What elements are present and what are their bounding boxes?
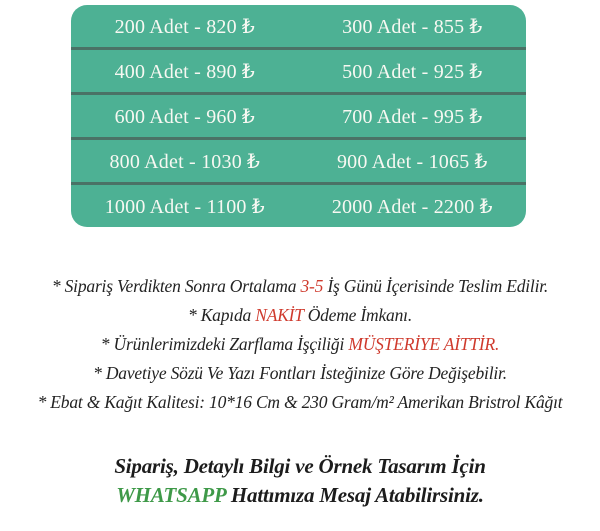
price-row — [71, 50, 526, 95]
note-line-text: * Sipariş Verdikten Sonra Ortalama — [51, 276, 301, 296]
price-row — [71, 95, 526, 140]
contact-line-text: Hattımıza Mesaj Atabilirsiniz. — [225, 483, 484, 507]
price-cell-left: 1000 Adet - 1100 ₺ — [104, 195, 265, 218]
price-row — [71, 5, 526, 50]
price-cell-right: 900 Adet - 1065 ₺ — [336, 150, 488, 173]
price-row — [71, 140, 526, 185]
price-table — [71, 5, 526, 227]
price-cell-left: 800 Adet - 1030 ₺ — [109, 150, 261, 173]
contact-line-highlight: WHATSAPP — [116, 483, 226, 507]
contact-section — [0, 452, 600, 510]
note-line — [0, 359, 600, 388]
note-line-highlight: 3-5 — [300, 276, 324, 296]
price-cell-left: 600 Adet - 960 ₺ — [114, 105, 255, 128]
price-cell-right: 2000 Adet - 2200 ₺ — [331, 195, 493, 218]
note-line-text: * Ebat & Kağıt Kalitesi: 10*16 Cm & 230 Gram/m² Amerikan Bristrol Kâğıt — [37, 392, 563, 412]
note-line-text: * Kapıda — [187, 305, 256, 325]
price-cell-right: 700 Adet - 995 ₺ — [342, 105, 483, 128]
note-line-text: * Davetiye Sözü Ve Yazı Fontları İsteğinize Göre Değişebilir. — [93, 363, 507, 383]
note-line — [0, 272, 600, 301]
notes-section — [0, 272, 600, 417]
note-line-highlight: NAKİT — [255, 305, 304, 325]
note-line — [0, 388, 600, 417]
note-line-highlight: MÜŞTERİYE AİTTİR. — [348, 334, 500, 354]
note-line-text: İş Günü İçerisinde Teslim Edilir. — [323, 276, 549, 296]
contact-line — [0, 452, 600, 481]
note-line-text: * Ürünlerimizdeki Zarflama İşçiliği — [100, 334, 349, 354]
contact-line — [0, 481, 600, 510]
note-line — [0, 330, 600, 359]
price-cell-left: 200 Adet - 820 ₺ — [114, 15, 255, 38]
price-cell-right: 500 Adet - 925 ₺ — [342, 60, 483, 83]
price-row — [71, 185, 526, 227]
contact-line-text: Sipariş, Detaylı Bilgi ve Örnek Tasarım İçin — [114, 454, 486, 478]
note-line-text: Ödeme İmkanı. — [303, 305, 412, 325]
price-cell-left: 400 Adet - 890 ₺ — [114, 60, 255, 83]
price-cell-right: 300 Adet - 855 ₺ — [342, 15, 483, 38]
note-line — [0, 301, 600, 330]
